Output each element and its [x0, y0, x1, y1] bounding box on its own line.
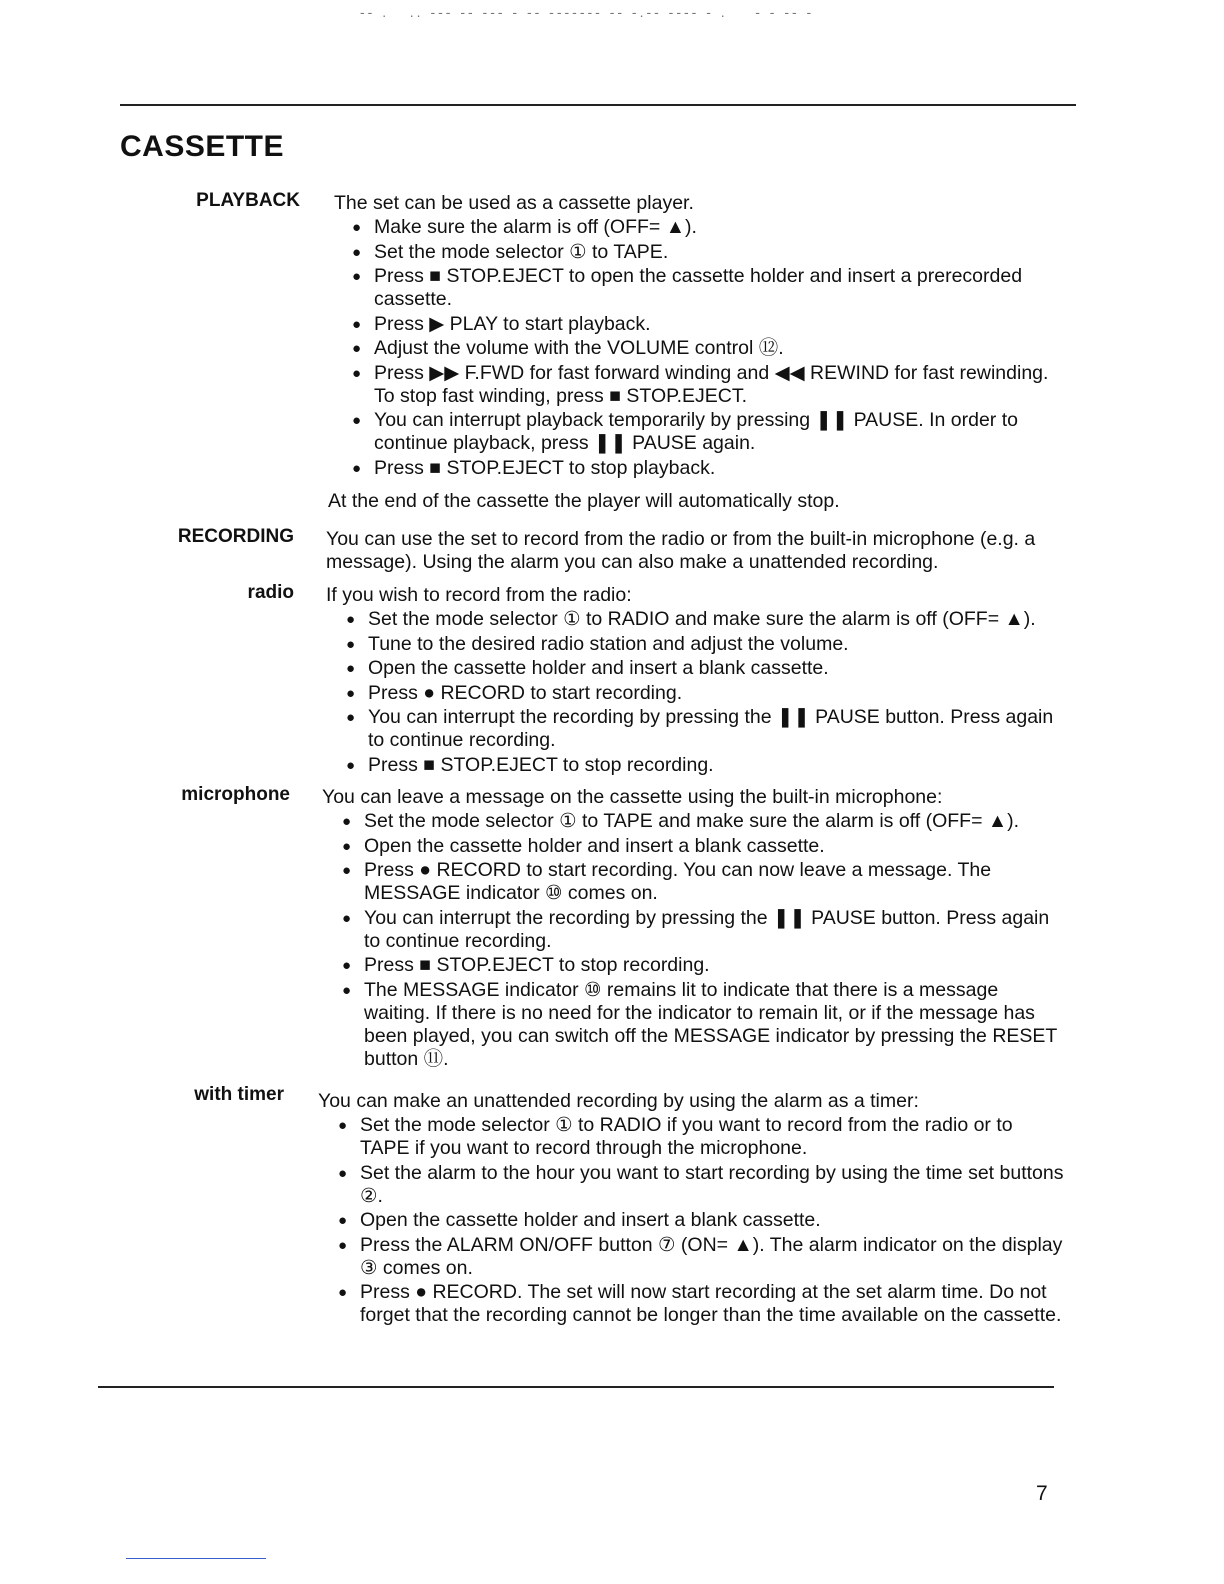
list-item: ● Press ▶ PLAY to start playback. — [352, 313, 1074, 336]
list-item: ● You can interrupt the recording by pressing the ❚❚ PAUSE button. Press again to continue recording. — [346, 706, 1072, 752]
radio-intro: If you wish to record from the radio: — [326, 584, 632, 606]
list-item: ● Press ■ STOP.EJECT to stop recording. — [342, 954, 1068, 977]
playback-label: PLAYBACK — [196, 190, 300, 211]
playback-bullets — [352, 216, 1074, 481]
radio-label: radio — [247, 582, 294, 603]
list-item: ● Adjust the volume with the VOLUME control ⑫. — [352, 337, 1074, 360]
timer-intro: You can make an unattended recording by using the alarm as a timer: — [318, 1090, 919, 1112]
list-item: ● Press ■ STOP.EJECT to open the cassette holder and insert a prerecorded cassette. — [352, 265, 1074, 311]
list-item: ● Open the cassette holder and insert a blank cassette. — [346, 657, 1072, 680]
list-item: ● Set the mode selector ① to TAPE and make sure the alarm is off (OFF= ▲). — [342, 810, 1068, 833]
microphone-label: microphone — [181, 784, 290, 805]
list-item: ● Press ● RECORD to start recording. You can now leave a message. The MESSAGE indicator ⑩ comes on. — [342, 859, 1068, 905]
timer-bullets — [338, 1114, 1064, 1329]
list-item: ● Press ■ STOP.EJECT to stop recording. — [346, 754, 1072, 777]
playback-intro: The set can be used as a cassette player. — [334, 192, 694, 214]
list-item: ● Set the mode selector ① to TAPE. — [352, 241, 1074, 264]
bottom-rule — [98, 1386, 1054, 1388]
list-item: ● Press the ALARM ON/OFF button ⑦ (ON= ▲). The alarm indicator on the display ③ comes on. — [338, 1234, 1064, 1280]
recording-label: RECORDING — [177, 526, 294, 547]
top-rule — [120, 104, 1076, 106]
scan-artifact: -- . .. --- -- --- - -- ------- -- -.-- ---- - . - - -- - — [360, 4, 815, 20]
timer-label: with timer — [194, 1084, 284, 1105]
page-title: CASSETTE — [120, 130, 285, 163]
page-number: 7 — [1036, 1482, 1048, 1505]
list-item: ● Set the mode selector ① to RADIO if you want to record from the radio or to TAPE if you want to record through the microphone. — [338, 1114, 1064, 1160]
recording-intro: You can use the set to record from the radio or from the built-in microphone (e.g. a message). Using the alarm you can also make a unattended recording. — [326, 528, 1036, 573]
scan-underline — [126, 1558, 266, 1559]
list-item: ● Open the cassette holder and insert a blank cassette. — [338, 1209, 1064, 1232]
list-item: ● Press ▶▶ F.FWD for fast forward winding and ◀◀ REWIND for fast rewinding. To stop fast winding, press ■ STOP.EJECT. — [352, 362, 1074, 408]
list-item: ● Tune to the desired radio station and adjust the volume. — [346, 633, 1072, 656]
list-item: ● Press ● RECORD to start recording. — [346, 682, 1072, 705]
radio-bullets — [346, 608, 1072, 778]
list-item: ● You can interrupt playback temporarily by pressing ❚❚ PAUSE. In order to continue playback, press ❚❚ PAUSE again. — [352, 409, 1074, 455]
list-item: ● Press ■ STOP.EJECT to stop playback. — [352, 457, 1074, 480]
list-item: ● The MESSAGE indicator ⑩ remains lit to indicate that there is a message waiting. If there is no need for the indicator to remain lit, or if the message has been played, you can switch off the MESSAGE indicator by pressing the RESET button ⑪. — [342, 979, 1068, 1071]
list-item: ● Set the mode selector ① to RADIO and make sure the alarm is off (OFF= ▲). — [346, 608, 1072, 631]
playback-outro: At the end of the cassette the player will automatically stop. — [328, 490, 840, 512]
microphone-intro: You can leave a message on the cassette using the built-in microphone: — [322, 786, 943, 808]
list-item: ● Press ● RECORD. The set will now start recording at the set alarm time. Do not forget that the recording cannot be longer than the time available on the cassette. — [338, 1281, 1064, 1327]
list-item: ● Set the alarm to the hour you want to start recording by using the time set buttons ②. — [338, 1162, 1064, 1208]
list-item: ● You can interrupt the recording by pressing the ❚❚ PAUSE button. Press again to continue recording. — [342, 907, 1068, 953]
microphone-bullets — [342, 810, 1068, 1072]
list-item: ● Open the cassette holder and insert a blank cassette. — [342, 835, 1068, 858]
list-item: ● Make sure the alarm is off (OFF= ▲). — [352, 216, 1074, 239]
